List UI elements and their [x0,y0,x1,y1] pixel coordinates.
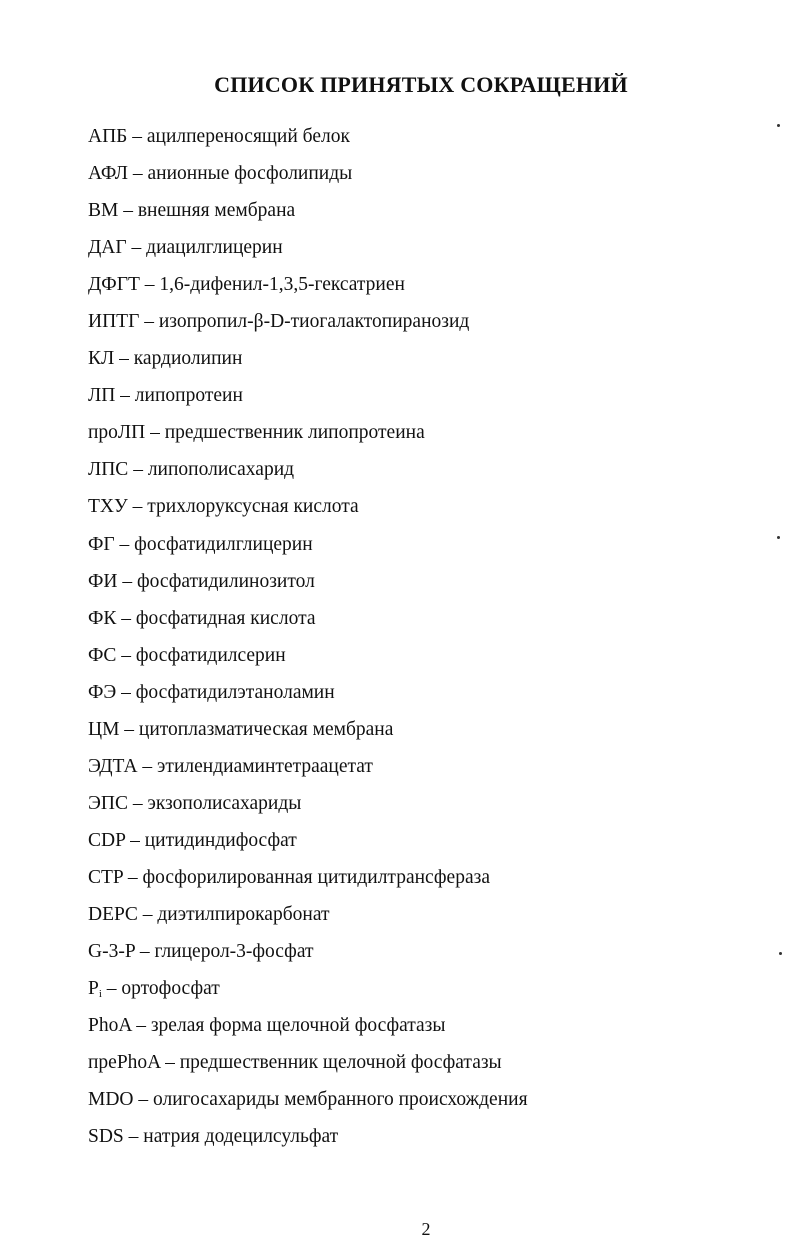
abbreviation-item: КЛ – кардиолипин [88,348,243,370]
abbreviation-term: P [88,978,99,1000]
abbreviation-item: SDS – натрия додецилсульфат [88,1126,339,1148]
abbreviation-item: ЭПС – экзополисахариды [88,792,302,814]
abbreviation-item: ЛПС – липополисахарид [88,459,295,481]
abbreviation-item: ТХУ – трихлоруксусная кислота [88,496,359,518]
abbreviation-item: MDO – олигосахариды мембранного происхождения [88,1089,528,1111]
abbreviation-list [88,118,772,1155]
abbreviation-item: ФЭ – фосфатидилэтаноламин [88,681,335,703]
abbreviation-item: АФЛ – анионные фосфолипиды [88,163,353,185]
page-title: СПИСОК ПРИНЯТЫХ СОКРАЩЕНИЙ [214,72,628,97]
scan-speck [777,536,780,539]
abbreviation-item: ФС – фосфатидилсерин [88,644,286,666]
abbreviation-item: проЛП – предшественник липопротеина [88,422,425,444]
scan-speck [779,952,782,955]
abbreviation-item: ФГ – фосфатидилглицерин [88,533,313,555]
abbreviation-item: ИПТГ – изопропил-β-D-тиогалактопиранозид [88,311,470,333]
abbreviation-item: G-3-P – глицерол-3-фосфат [88,941,314,963]
abbreviation-item: АПБ – ацилпереносящий белок [88,126,350,147]
abbreviation-definition: – ортофосфат [101,978,220,1000]
abbreviation-item: PhoA – зрелая форма щелочной фосфатазы [88,1015,446,1037]
abbreviation-item: прePhoA – предшественник щелочной фосфатазы [88,1052,502,1074]
abbreviation-item: ЛП – липопротеин [88,385,243,407]
abbreviation-subscript: i [98,988,102,1001]
abbreviation-item: ДФГТ – 1,6-дифенил-1,3,5-гексатриен [88,274,405,296]
abbreviation-item: ФК – фосфатидная кислота [88,607,316,629]
abbreviation-item: ЭДТА – этилендиаминтетраацетат [88,755,373,777]
abbreviation-item: DEPC – диэтилпирокарбонат [88,903,330,925]
page-number: 2 [421,1219,431,1239]
scan-speck [777,124,780,127]
abbreviation-item: CTP – фосфорилированная цитидилтрансфераза [88,866,490,888]
abbreviation-item [88,970,772,1007]
abbreviation-item: CDP – цитидиндифосфат [88,829,297,851]
abbreviation-item: ЦМ – цитоплазматическая мембрана [88,718,394,740]
abbreviation-item: ФИ – фосфатидилинозитол [88,570,315,592]
abbreviation-item: ВМ – внешняя мембрана [88,200,296,222]
abbreviation-item: ДАГ – диацилглицерин [88,237,283,259]
